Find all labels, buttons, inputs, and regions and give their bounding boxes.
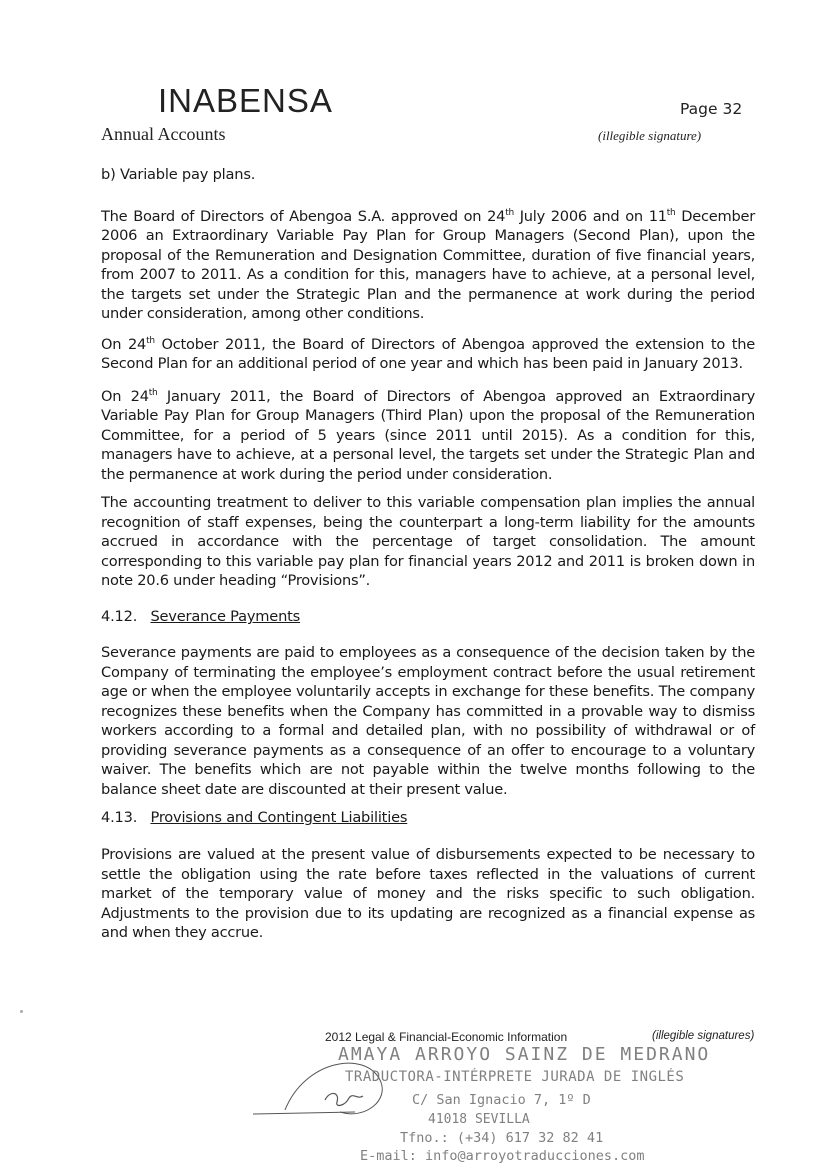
paragraph-second-plan <box>101 204 755 324</box>
superscript: th <box>146 336 155 346</box>
paragraph-third-plan <box>101 384 755 484</box>
paragraph-severance: Severance payments are paid to employees as a consequence of the decision taken by the Company of terminating the employee’s employment contract before the usual retirement age or when the employee voluntarily accepts in exchange for these benefits. The company recognizes these benefits when the Company has committed in a provable way to dismiss workers according to a formal and detailed plan, with no possibility of withdrawal or of providing severance payments as a consequence of an offer to encourage to a voluntary waiver. The benefits which are not payable within the twelve months following to the balance sheet date are discounted at their present value. <box>101 644 755 798</box>
superscript: th <box>666 208 676 218</box>
text-run: July 2006 and on 11 <box>513 207 667 225</box>
company-logo: INABENSA <box>158 82 333 119</box>
footer-signatures: (illegible signatures) <box>652 1030 755 1042</box>
stamp-street: C/ San Ignacio 7, 1º D <box>412 1092 591 1108</box>
section-4-12-heading <box>101 608 300 625</box>
text-run: The Board of Directors of Abengoa S.A. approved on 24 <box>101 207 506 225</box>
text-run: December 2006 an Extraordinary Variable Pay Plan for Group Managers (Second Plan), upon the proposal of the Remuneration and Designation Committee, duration of five financial years, from 2007 to 2011. As a condition for this, managers have to achieve, at a personal level, the targets set under the Strategic Plan and the permanence at work during the period under consideration, among other conditions. <box>101 207 755 323</box>
paragraph-provisions: Provisions are valued at the present value of disbursements expected to be necessary to settle the obligation using the rate before taxes reflected in the valuations of current market of the temporary value of money and the risks specific to such obligation. Adjustments to the provision due to its updating are recognized as a financial expense as and when they accrue. <box>101 846 755 941</box>
section-title: Severance Payments <box>150 608 301 625</box>
footer-info: 2012 Legal & Financial-Economic Information <box>325 1030 568 1044</box>
section-b-heading: b) Variable pay plans. <box>101 166 256 183</box>
stamp-email: E-mail: info@arroyotraducciones.com <box>360 1148 645 1164</box>
text-run: On 24 <box>101 387 149 405</box>
superscript: th <box>148 388 158 398</box>
text-run: On 24 <box>101 335 147 353</box>
signature-note: (illegible signature) <box>598 128 702 143</box>
superscript: th <box>505 208 514 218</box>
paragraph-extension <box>101 332 755 374</box>
paragraph-accounting-treatment: The accounting treatment to deliver to this variable compensation plan implies the annual recognition of staff expenses, being the counterpart a long-term liability for the amounts accrued in accordance with the percentage of target consolidation. The amount corresponding to this variable pay plan for financial years 2012 and 2011 is broken down in note 20.6 under heading “Provisions”. <box>101 494 755 589</box>
section-4-13-heading <box>101 809 407 826</box>
section-title: Provisions and Contingent Liabilities <box>150 809 408 826</box>
section-number: 4.13. <box>101 809 138 826</box>
stamp-city: 41018 SEVILLA <box>428 1112 530 1127</box>
section-number: 4.12. <box>101 608 138 625</box>
document-subtitle: Annual Accounts <box>101 124 226 144</box>
stamp-role: TRADUCTORA-INTÉRPRETE JURADA DE INGLÉS <box>345 1069 685 1085</box>
stamp-name: AMAYA ARROYO SAINZ DE MEDRANO <box>338 1044 711 1065</box>
page-number: Page 32 <box>680 100 743 118</box>
stamp-phone: Tfno.: (+34) 617 32 82 41 <box>400 1130 604 1146</box>
text-run: October 2011, the Board of Directors of Abengoa approved the extension to the Second Plan for an additional period of one year and which has been paid in January 2013. <box>101 335 755 373</box>
text-run: January 2011, the Board of Directors of Abengoa approved an Extraordinary Variable Pay Plan for Group Managers (Third Plan) upon the proposal of the Remuneration Committee, for a period of 5 years (since 2011 until 2015). As a condition for this, managers have to achieve, at a personal level, the targets set under the Strategic Plan and the permanence at work during the period under consideration. <box>101 387 755 483</box>
scan-speck <box>20 1010 23 1013</box>
